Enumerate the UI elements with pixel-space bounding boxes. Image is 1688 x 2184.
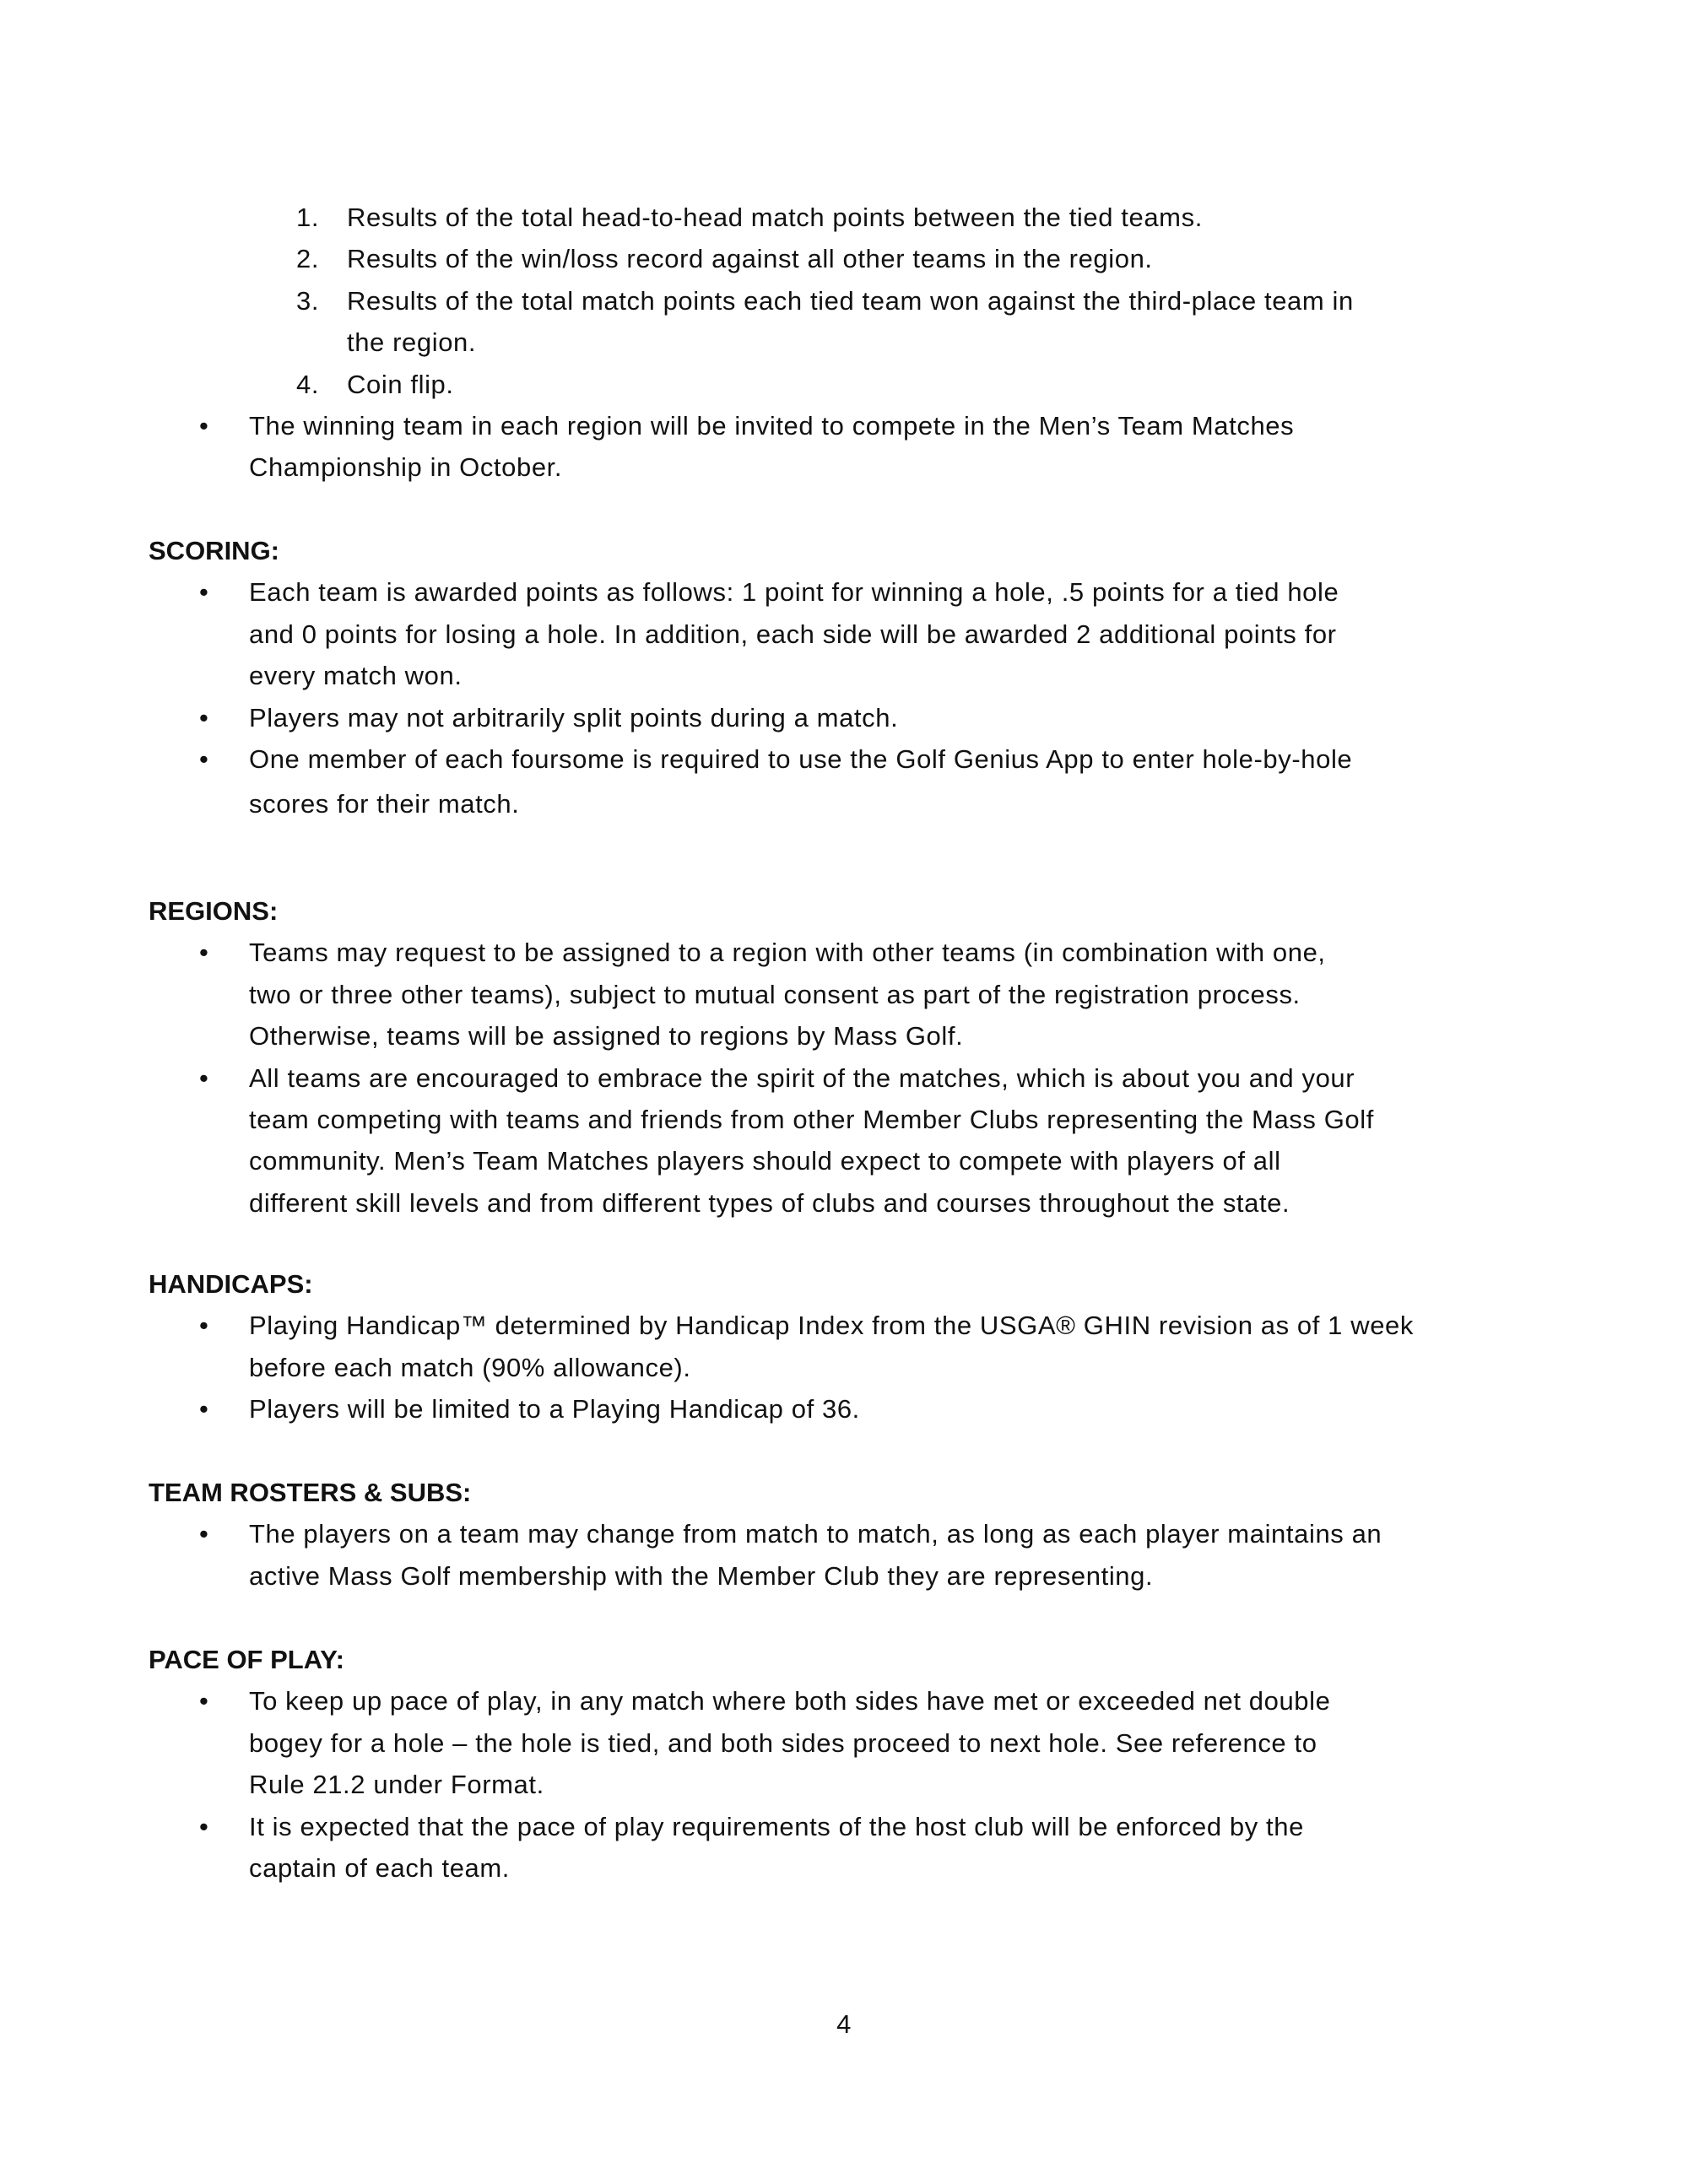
numbered-item: [0, 197, 1688, 238]
item-number: 1.: [296, 203, 320, 232]
section-team-rosters: [0, 1472, 1688, 1597]
section-pace-of-play: [0, 1639, 1688, 1889]
bullet-item-cont: [0, 783, 1688, 824]
item-text: captain of each team.: [249, 1852, 511, 1883]
item-text: Rule 21.2 under Format.: [249, 1770, 544, 1800]
section-heading: REGIONS:: [149, 896, 279, 926]
bullet-item-cont: [0, 655, 1688, 696]
bullet-item-cont: [0, 1140, 1688, 1181]
item-text: two or three other teams), subject to mutual consent as part of the registration process.: [249, 979, 1301, 1009]
bullet-icon: •: [199, 1519, 209, 1549]
bullet-item-cont: [0, 1847, 1688, 1889]
section-heading: HANDICAPS:: [149, 1269, 313, 1299]
bullet-item: [0, 1513, 1688, 1554]
item-text: Players will be limited to a Playing Handicap of 36.: [249, 1394, 860, 1424]
bullet-item-cont: [0, 1722, 1688, 1764]
item-text: Results of the total match points each tied team won against the third-place team in: [347, 285, 1354, 316]
section-regions: [0, 890, 1688, 1224]
item-text: and 0 points for losing a hole. In addition, each side will be awarded 2 additional points for: [249, 619, 1337, 649]
section-handicaps: [0, 1263, 1688, 1430]
bullet-item-cont: [0, 1347, 1688, 1388]
item-text: The winning team in each region will be invited to compete in the Men’s Team Matches: [249, 410, 1295, 441]
bullet-item-cont: [0, 1182, 1688, 1224]
bullet-item: [0, 1057, 1688, 1099]
bullet-icon: •: [199, 1311, 209, 1341]
tiebreak-list: [0, 197, 1688, 489]
bullet-icon: •: [199, 743, 209, 774]
item-text: Championship in October.: [249, 452, 563, 483]
bullet-icon: •: [199, 410, 209, 441]
item-text: different skill levels and from different types of clubs and courses throughout the state.: [249, 1187, 1290, 1218]
bullet-item-cont: [0, 1555, 1688, 1597]
bullet-icon: •: [199, 577, 209, 608]
item-text: Playing Handicap™ determined by Handicap Index from the USGA® GHIN revision as of 1 week: [249, 1311, 1414, 1341]
bullet-item: [0, 697, 1688, 738]
bullet-item-cont: [0, 446, 1688, 488]
section-scoring: [0, 530, 1688, 822]
item-number: 3.: [296, 285, 320, 316]
item-text: Players may not arbitrarily split points during a match.: [249, 702, 899, 733]
bullet-icon: •: [199, 1062, 209, 1093]
item-text: Coin flip.: [347, 369, 454, 399]
bullet-item-cont: [0, 974, 1688, 1015]
item-text: the region.: [347, 327, 477, 358]
item-number: 4.: [296, 369, 320, 399]
bullet-item: [0, 405, 1688, 446]
bullet-icon: •: [199, 938, 209, 968]
item-text: All teams are encouraged to embrace the spirit of the matches, which is about you and your: [249, 1062, 1355, 1093]
numbered-item: [0, 280, 1688, 322]
bullet-item: [0, 932, 1688, 973]
bullet-item: [0, 1388, 1688, 1430]
item-text: community. Men’s Team Matches players should expect to compete with players of all: [249, 1146, 1281, 1176]
item-text: before each match (90% allowance).: [249, 1352, 691, 1382]
item-text: team competing with teams and friends from other Member Clubs representing the Mass Golf: [249, 1104, 1374, 1134]
section-heading: SCORING:: [149, 536, 279, 565]
item-text: The players on a team may change from match to match, as long as each player maintains an: [249, 1519, 1382, 1549]
bullet-item: [0, 571, 1688, 613]
section-heading: TEAM ROSTERS & SUBS:: [149, 1478, 472, 1507]
item-text: every match won.: [249, 661, 463, 691]
item-text: Results of the win/loss record against all other teams in the region.: [347, 244, 1153, 274]
bullet-icon: •: [199, 1811, 209, 1841]
bullet-item: [0, 1305, 1688, 1346]
item-text: Each team is awarded points as follows: 1 point for winning a hole, .5 points for a tied hole: [249, 577, 1339, 608]
bullet-item-cont: [0, 1015, 1688, 1057]
bullet-item: [0, 1680, 1688, 1722]
item-text: Teams may request to be assigned to a region with other teams (in combination with one,: [249, 938, 1326, 968]
page-number: 4: [836, 2009, 852, 2039]
bullet-item-cont: [0, 1099, 1688, 1140]
item-text: active Mass Golf membership with the Member Club they are representing.: [249, 1560, 1154, 1591]
bullet-icon: •: [199, 702, 209, 733]
item-number: 2.: [296, 244, 320, 274]
bullet-icon: •: [199, 1686, 209, 1716]
item-text: Otherwise, teams will be assigned to regions by Mass Golf.: [249, 1021, 964, 1051]
item-text: To keep up pace of play, in any match where both sides have met or exceeded net double: [249, 1686, 1331, 1716]
bullet-item: [0, 738, 1688, 780]
item-text: One member of each foursome is required to use the Golf Genius App to enter hole-by-hole: [249, 743, 1353, 774]
bullet-item-cont: [0, 1764, 1688, 1805]
bullet-item: [0, 1806, 1688, 1847]
section-heading: PACE OF PLAY:: [149, 1645, 344, 1674]
bullet-icon: •: [199, 1394, 209, 1424]
item-text: Results of the total head-to-head match points between the tied teams.: [347, 203, 1203, 232]
item-text: It is expected that the pace of play requirements of the host club will be enforced by the: [249, 1811, 1304, 1841]
numbered-item-cont: [0, 322, 1688, 363]
numbered-item: [0, 364, 1688, 405]
numbered-item: [0, 238, 1688, 279]
item-text: scores for their match.: [249, 789, 520, 819]
bullet-item-cont: [0, 614, 1688, 655]
item-text: bogey for a hole – the hole is tied, and both sides proceed to next hole. See reference to: [249, 1727, 1317, 1758]
